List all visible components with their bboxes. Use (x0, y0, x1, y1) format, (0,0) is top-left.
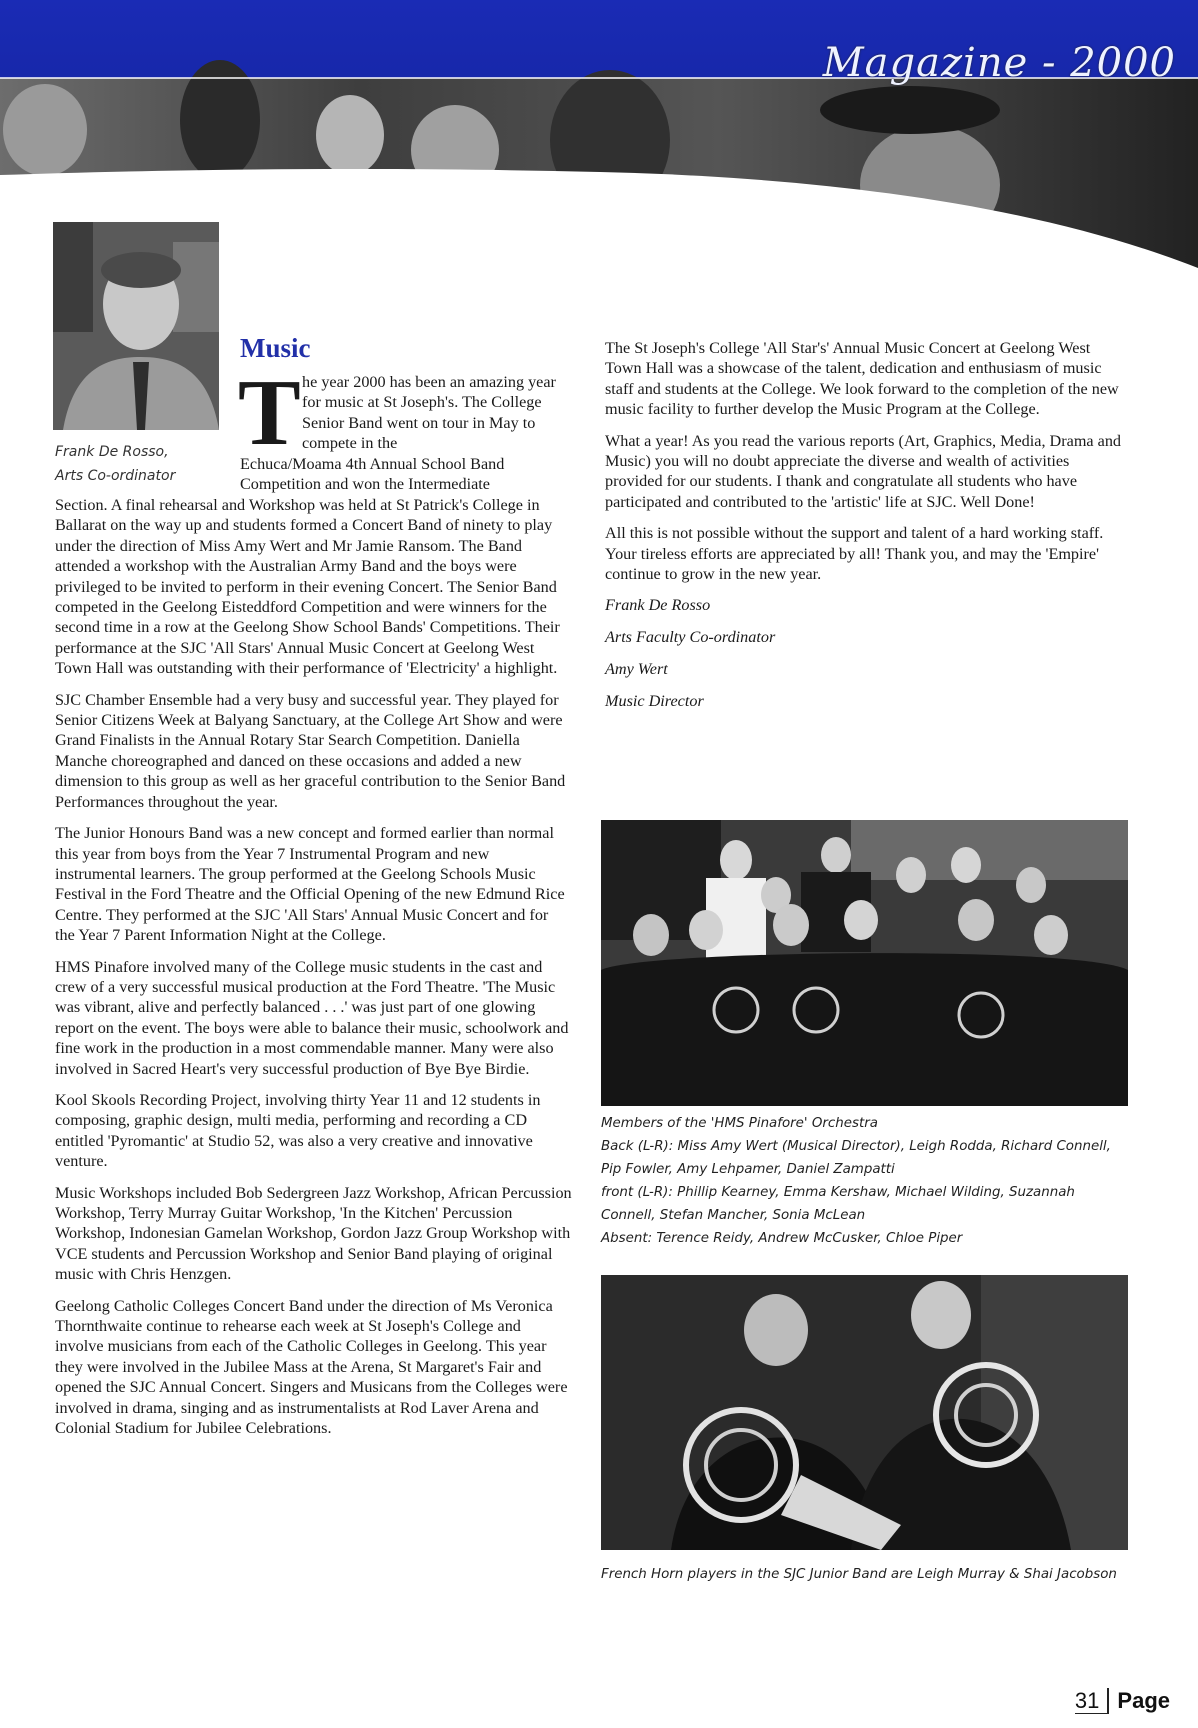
signature-title-2: Music Director (605, 692, 704, 711)
orchestra-caption-title: Members of the 'HMS Pinafore' Orchestra (601, 1116, 878, 1131)
orchestra-caption (601, 1112, 1121, 1250)
orchestra-caption-front-row-cont: Connell, Stefan Mancher, Sonia McLean (601, 1208, 866, 1223)
orchestra-caption-absent: Absent: Terence Reidy, Andrew McCusker, Chloe Piper (601, 1231, 963, 1246)
paragraph-catholic-colleges: Geelong Catholic Colleges Concert Band under the direction of Ms Veronica Thornthwaite continue to rehearse each week at St Joseph's College and involve musicians from each of the Catholic Colleges in Geelong. This year they were involved in the Jubilee Mass at the Arena, St Margaret's Fair and opened the SJC Annual Concert. Singers and Musicans from the Colleges were involved in drama, singing and as instrumentalists at Rod Laver Arena and Colonial Stadium for Jubilee Celebrations. (55, 1296, 568, 1438)
paragraph-chamber-ensemble: SJC Chamber Ensemble had a very busy and successful year. They played for Senior Citizens Week at Balyang Sanctuary, at the College Art Show and were Grand Finalists in the Annual Rotary Star Search Competition. Daniella Manche choreographed and danced on these occasions and added a new dimension to this group as well as her graceful contribution to the Senior Band Performances throughout the year. (55, 690, 566, 811)
portrait-caption-name: Frank De Rosso, (55, 444, 169, 460)
paragraph-senior-band: Section. A final rehearsal and Workshop was held at St Patrick's College in Ballarat on the way up and students formed a Concert Band of ninety to play under the direction of Miss Amy Wert and Mr Jamie Ransom. The Band attended a workshop with the Australian Army Band and the boys were privileged to be invited to perform in their evening Concert. The Senior Band competed in the Geelong Eisteddford Competition and were winners for the second time in a row at the Geelong Show School Bands' Competitions. Their performance at the SJC 'All Stars' Annual Music Concert at Geelong West Town Hall was outstanding with their performance of 'Electricity' a highlight. (55, 496, 560, 678)
signature-name-2: Amy Wert (605, 660, 668, 679)
paragraph-workshops: Music Workshops included Bob Sedergreen Jazz Workshop, African Percussion Workshop, Terry Murray Guitar Workshop, 'In the Kitchen' Percussion Workshop, Indonesian Gamelan Workshop, Gordon Jazz Group Workshop with VCE students and Percussion Workshop and Senior Band playing of original music with Chris Henzgen. (55, 1183, 572, 1284)
signature-title-1: Arts Faculty Co-ordinator (605, 628, 776, 647)
paragraph-all-stars: The St Joseph's College 'All Star's' Annual Music Concert at Geelong West Town Hall was a showcase of the talent, dedication and enthusiasm of music staff and students at the College. We look forward to the completion of the new music facility to further develop the Music Program at the College. (605, 339, 1119, 419)
intro-text: he year 2000 has been an amazing year for music at St Joseph's. The College Senior Band went on tour in May to compete in the (302, 373, 556, 453)
portrait-caption-role: Arts Co-ordinator (55, 468, 176, 484)
page-number: 31 (1075, 1688, 1109, 1714)
portrait-photo (53, 222, 219, 430)
magazine-title: Magazine - 2000 (822, 40, 1176, 86)
page-number-footer (1075, 1688, 1170, 1714)
section-heading: Music (240, 333, 311, 363)
paragraph-hms-pinafore: HMS Pinafore involved many of the College music students in the cast and crew of a very successful musical production at the Ford Theatre. 'The Music was vibrant, alive and perfectly balanced . . .' was just part of one glowing report on the event. The boys were able to balance their music, schoolwork and fine work in the production in a most commendable manner. Many were also involved in Sacred Heart's very successful production of Bye Bye Birdie. (55, 957, 569, 1078)
orchestra-caption-back-row-cont: Pip Fowler, Amy Lehpamer, Daniel Zampatti (601, 1162, 895, 1177)
portrait-image (53, 222, 219, 430)
orchestra-photo (601, 820, 1128, 1106)
paragraph-what-a-year: What a year! As you read the various reports (Art, Graphics, Media, Drama and Music) you will no doubt appreciate the diverse and wealth of activities provided for our students. I thank and congratulate all students who have participated and contributed to the 'artistic' life at SJC. Well Done! (605, 431, 1122, 511)
paragraph-kool-skools: Kool Skools Recording Project, involving thirty Year 11 and 12 students in composing, graphic design, multi media, performing and recording a CD entitled 'Pyromantic' at Studio 52, was also a very creative and innovative venture. (55, 1090, 541, 1171)
signature-name-1: Frank De Rosso (605, 596, 711, 615)
french-horn-caption: French Horn players in the SJC Junior Band are Leigh Murray & Shai Jacobson (601, 1567, 1117, 1582)
intro-paragraph (302, 372, 572, 454)
orchestra-caption-back-row: Back (L-R): Miss Amy Wert (Musical Director), Leigh Rodda, Richard Connell, (601, 1139, 1111, 1154)
left-column (55, 495, 572, 1449)
french-horn-photo (601, 1275, 1128, 1550)
french-horn-image (601, 1275, 1128, 1550)
intro-continuation-text: Echuca/Moama 4th Annual School Band Competition and won the Intermediate (240, 455, 505, 494)
orchestra-image (601, 820, 1128, 1106)
paragraph-junior-honours: The Junior Honours Band was a new concept and formed earlier than normal this year from boys from the Year 7 Instrumental Program and new instrumental learners. The group performed at the Geelong Schools Music Festival in the Ford Theatre and the Official Opening of the new Edmund Rice Centre. They performed at the SJC 'All Stars' Annual Music Concert and for the Year 7 Parent Information Night at the College. (55, 824, 565, 945)
page-label: Page (1117, 1688, 1170, 1713)
orchestra-caption-front-row: front (L-R): Phillip Kearney, Emma Kershaw, Michael Wilding, Suzannah (601, 1185, 1075, 1200)
paragraph-thanks: All this is not possible without the support and talent of a hard working staff. Your tireless efforts are appreciated by all! Thank you, and may the 'Empire' continue to grow in the new year. (605, 524, 1104, 584)
drop-cap: T (238, 361, 301, 465)
right-column (605, 338, 1125, 723)
portrait-caption (55, 440, 225, 488)
